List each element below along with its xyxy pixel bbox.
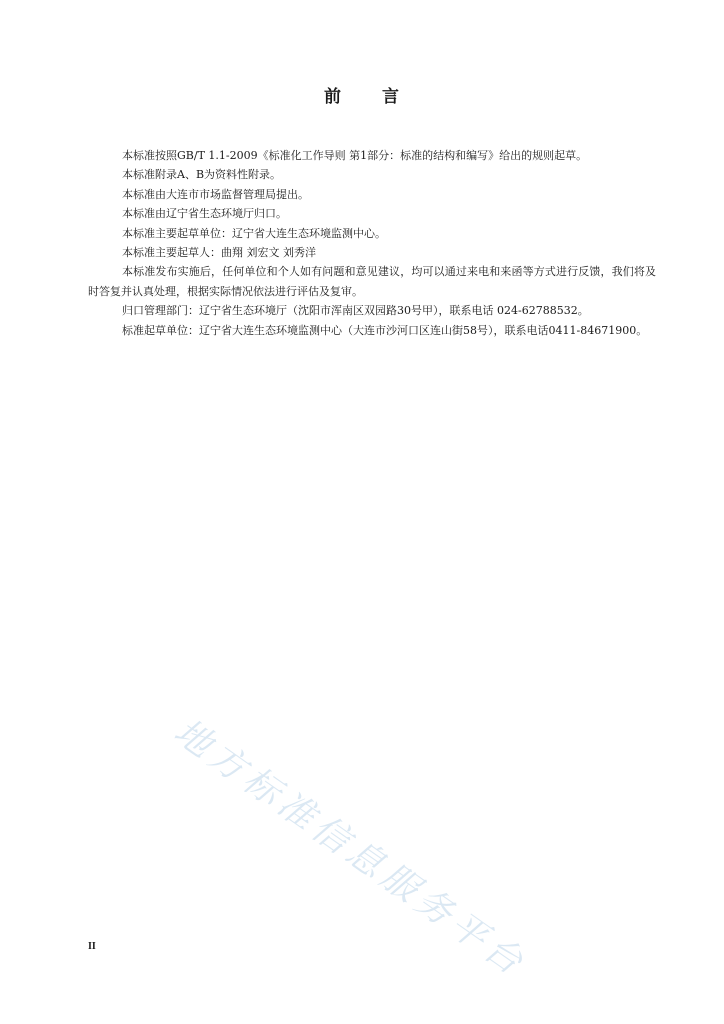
page-title — [0, 82, 724, 107]
paragraph-centralized-unit: 本标准由辽宁省生态环境厅归口。 — [122, 207, 287, 221]
paragraph-feedback: 本标准发布实施后，任何单位和个人如有问题和意见建议，均可以通过来电和来函等方式进行反馈，我们将及时答复并认真处理，根据实际情况依法进行评估及复审。 — [88, 265, 656, 298]
page-title-part-1: 前 — [324, 87, 342, 107]
page-title-part-2: 言 — [382, 87, 400, 107]
page-number: II — [88, 941, 96, 952]
paragraph-appendix: 本标准附录A、B为资料性附录。 — [122, 168, 282, 182]
paragraph-drafting-rules: 本标准按照GB/T 1.1-2009《标准化工作导则 第1部分：标准的结构和编写》给出的规则起草。 — [122, 149, 588, 162]
paragraph-management-contact: 归口管理部门：辽宁省生态环境厅（沈阳市浑南区双园路30号甲），联系电话 024-62788532。 — [122, 304, 589, 318]
foreword-body — [88, 146, 656, 340]
paragraph-proposer: 本标准由大连市市场监督管理局提出。 — [122, 187, 309, 201]
watermark: 地方标准信息服务平台 — [166, 711, 535, 986]
paragraph-drafting-unit: 本标准主要起草单位：辽宁省大连生态环境监测中心。 — [122, 226, 386, 240]
paragraph-drafting-contact: 标准起草单位：辽宁省大连生态环境监测中心（大连市沙河口区连山街58号），联系电话0411-84671900。 — [122, 323, 648, 337]
paragraph-drafters: 本标准主要起草人：曲翔 刘宏文 刘秀洋 — [122, 246, 316, 260]
